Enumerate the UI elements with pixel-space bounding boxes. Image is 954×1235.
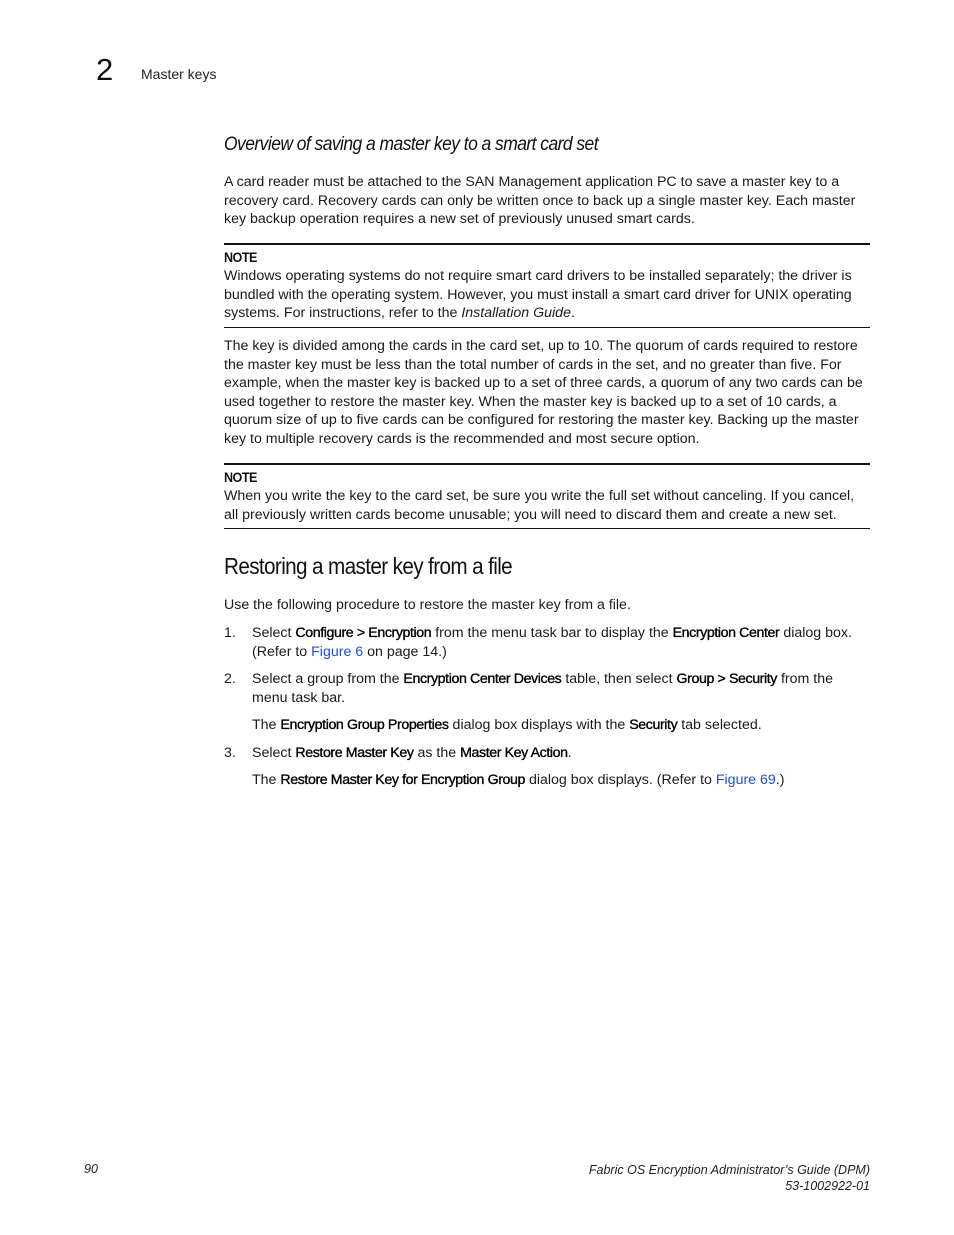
- step-text: .: [567, 744, 572, 761]
- step-text: Select a group from the: [252, 671, 404, 687]
- note-label: NOTE: [224, 469, 257, 485]
- note-text-part: Windows operating systems do not require smart card drivers to be installed separately; the driver is bundled with the operating system. However, you must install a smart card driver for UNIX operating systems. For instructions, refer to the: [224, 268, 852, 321]
- step-text: The: [252, 772, 281, 788]
- step-text: tab selected.: [677, 717, 762, 733]
- ui-encryption-center-devices: Encryption Center Devices: [403, 671, 562, 687]
- ui-restore-master-key-dialog: Restore Master Key for Encryption Group: [280, 772, 526, 788]
- ui-encryption-group-properties: Encryption Group Properties: [280, 717, 449, 733]
- overview-paragraph: A card reader must be attached to the SAN Management application PC to save a master key to a recovery card. Recovery cards can only be written once to back up a single master key. Each master key backup operation requires a new set of previously unused smart cards.: [224, 174, 856, 227]
- chapter-number: 2: [96, 52, 114, 87]
- menu-path-group-security: Group > Security: [676, 671, 777, 687]
- procedure-steps: [224, 624, 870, 799]
- step-text: on page 14.): [363, 643, 447, 660]
- step-text: dialog box displays with the: [448, 717, 630, 733]
- note-text-part: .: [570, 305, 575, 321]
- restore-heading: Restoring a master key from a file: [224, 553, 513, 579]
- ui-encryption-center: Encryption Center: [672, 625, 780, 641]
- step-text: from the menu task bar to display the: [431, 625, 673, 641]
- step-text: dialog box. (Refer to: [252, 625, 852, 660]
- step-1: [224, 624, 870, 661]
- chapter-title: Master keys: [141, 66, 217, 82]
- installation-guide-ref: Installation Guide: [461, 305, 571, 321]
- step-text: as the: [413, 744, 461, 761]
- ui-restore-master-key: Restore Master Key: [295, 744, 414, 761]
- overview-heading: Overview of saving a master key to a smart card set: [224, 134, 599, 155]
- step-number: 3.: [224, 744, 236, 761]
- step-number: 1.: [224, 625, 236, 641]
- note-box-drivers: [224, 243, 870, 328]
- page-number: 90: [84, 1162, 98, 1176]
- note-text: When you write the key to the card set, be sure you write the full set without canceling. If you cancel, all previously written cards become unusable; you will need to discard them and create a new set.: [224, 488, 855, 523]
- step-text: Select: [252, 744, 296, 761]
- step-text: The: [252, 717, 281, 733]
- menu-path-configure-encryption: Configure > Encryption: [295, 625, 432, 641]
- step-text: .): [775, 772, 785, 788]
- step-text: table, then select: [561, 671, 677, 687]
- figure-69-link[interactable]: Figure 69: [715, 772, 776, 788]
- note-text: [224, 267, 870, 323]
- ui-security-tab: Security: [629, 717, 678, 733]
- doc-title: Fabric OS Encryption Administrator’s Guide (DPM): [588, 1163, 870, 1177]
- step-2: [224, 670, 870, 735]
- restore-intro: Use the following procedure to restore the master key from a file.: [224, 597, 631, 613]
- footer-doc-info: [589, 1162, 870, 1194]
- doc-number: 53-1002922-01: [785, 1179, 870, 1193]
- step-text: dialog box displays. (Refer to: [525, 772, 716, 788]
- quorum-paragraph: The key is divided among the cards in the card set, up to 10. The quorum of cards required to restore the master key must be less than the total number of cards in the set, and no greater than five. For example, when the master key is backed up to a set of three cards, a quorum of any two cards can be used together to restore the master key. When the master key is backed up to a set of 10 cards, a quorum size of up to five cards can be configured for restoring the master key. Backing up the master key to multiple recovery cards is the recommended and most secure option.: [224, 338, 863, 447]
- figure-6-link[interactable]: Figure 6: [311, 643, 364, 660]
- step-text: from the menu task bar.: [252, 671, 833, 706]
- step-3-result: [252, 771, 870, 790]
- note-label: NOTE: [224, 249, 257, 265]
- note-box-cancel: [224, 463, 870, 529]
- step-number: 2.: [224, 671, 236, 687]
- step-text: Select: [252, 625, 296, 641]
- step-2-result: [252, 716, 870, 735]
- ui-master-key-action: Master Key Action: [460, 744, 568, 761]
- step-3: [224, 744, 870, 790]
